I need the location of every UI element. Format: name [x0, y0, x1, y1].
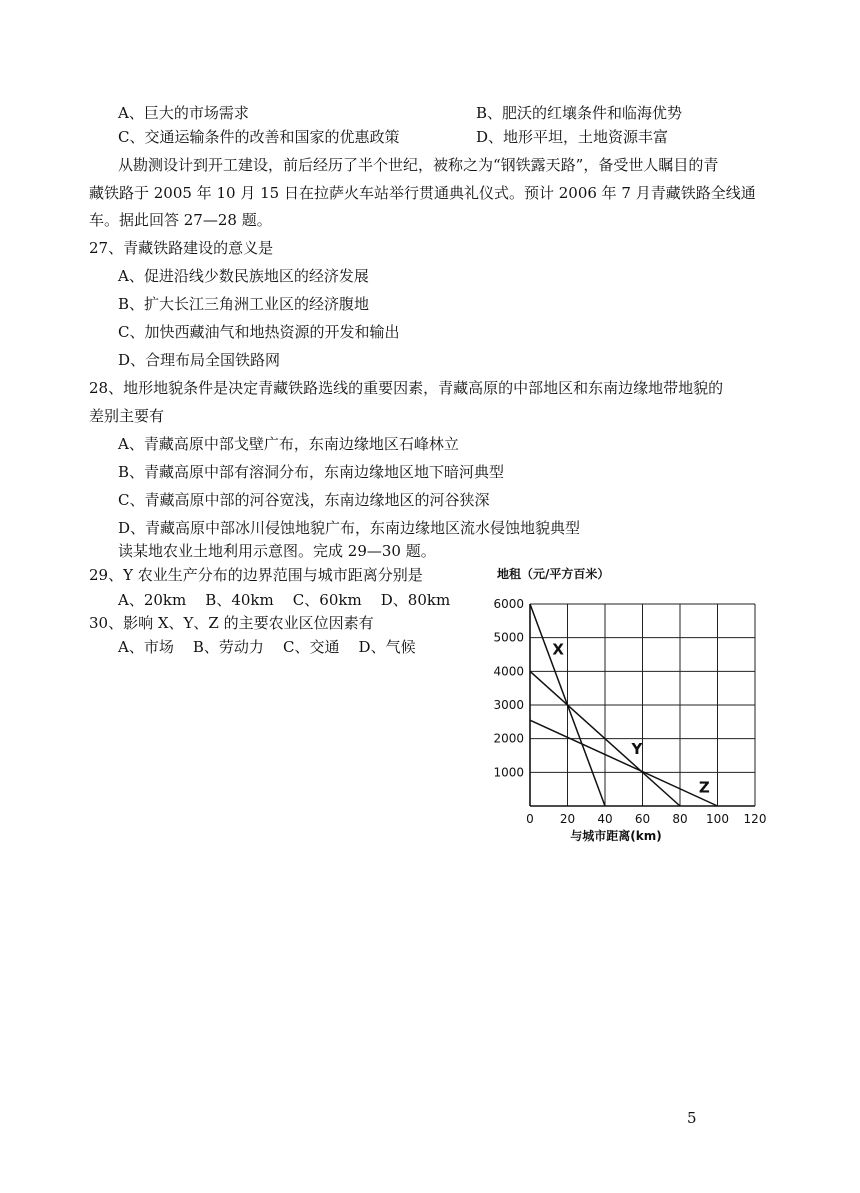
- q27-option-a: A、促进沿线少数民族地区的经济发展: [118, 267, 369, 285]
- q29-stem: 29、Y 农业生产分布的边界范围与城市距离分别是: [89, 566, 423, 584]
- x-axis-label: 与城市距离(km): [570, 829, 662, 843]
- q30-stem: 30、影响 X、Y、Z 的主要农业区位因素有: [89, 614, 374, 632]
- series-label-y: Y: [631, 739, 643, 758]
- option-b: B、肥沃的红壤条件和临海优势: [476, 104, 683, 122]
- y-tick-label: 5000: [493, 630, 524, 645]
- x-tick-label: 60: [634, 812, 651, 826]
- q27-option-b: B、扩大长江三角洲工业区的经济腹地: [118, 295, 370, 313]
- series-label-x: X: [552, 640, 564, 659]
- intro-29-30: 读某地农业土地利用示意图。完成 29—30 题。: [118, 542, 436, 560]
- series-label-z: Z: [698, 778, 710, 797]
- x-tick-label: 100: [706, 812, 729, 826]
- y-tick-label: 2000: [493, 731, 524, 746]
- x-tick-label: 120: [743, 812, 767, 826]
- passage-line-2: 藏铁路于 2005 年 10 月 15 日在拉萨火车站举行贯通典礼仪式。预计 2006 年 7 月青藏铁路全线通: [89, 184, 756, 202]
- q28-option-a: A、青藏高原中部戈壁广布，东南边缘地区石峰林立: [118, 435, 459, 453]
- q28-stem-line-1: 28、地形地貌条件是决定青藏铁路选线的重要因素，青藏高原的中部地区和东南边缘地带地貌的: [89, 379, 724, 397]
- page-number: 5: [687, 1109, 697, 1127]
- y-tick-label: 6000: [493, 597, 524, 611]
- q28-option-b: B、青藏高原中部有溶洞分布，东南边缘地区地下暗河典型: [118, 463, 505, 481]
- option-c: C、交通运输条件的改善和国家的优惠政策: [118, 128, 400, 146]
- chart-grid: [530, 604, 755, 806]
- q28-option-d: D、青藏高原中部冰川侵蚀地貌广布，东南边缘地区流水侵蚀地貌典型: [118, 519, 581, 537]
- series-line-z: [530, 720, 718, 806]
- option-a: A、巨大的市场需求: [118, 104, 249, 122]
- q28-option-c: C、青藏高原中部的河谷宽浅，东南边缘地区的河谷狭深: [118, 491, 490, 509]
- land-rent-chart: [480, 558, 780, 850]
- q29-options: A、20km B、40km C、60km D、80km: [118, 591, 451, 609]
- x-tick-label: 20: [559, 812, 576, 826]
- passage-line-3: 车。据此回答 27—28 题。: [89, 211, 272, 229]
- option-d: D、地形平坦，土地资源丰富: [476, 128, 669, 146]
- q30-options: A、市场 B、劳动力 C、交通 D、气候: [118, 638, 416, 656]
- x-tick-label: 80: [672, 812, 688, 826]
- x-tick-label: 0: [526, 812, 534, 826]
- y-tick-label: 4000: [493, 664, 524, 679]
- x-tick-label: 40: [597, 812, 613, 826]
- q27-option-c: C、加快西藏油气和地热资源的开发和输出: [118, 323, 400, 341]
- chart-ticks: [493, 597, 766, 826]
- passage-line-1: 从勘测设计到开工建设，前后经历了半个世纪，被称之为“钢铁露天路”，备受世人瞩目的青: [118, 156, 719, 174]
- y-tick-label: 1000: [493, 765, 524, 780]
- y-axis-label: 地租（元/平方百米）: [497, 567, 610, 581]
- chart-series-labels: [552, 641, 710, 797]
- y-tick-label: 3000: [493, 698, 524, 712]
- q27-stem: 27、青藏铁路建设的意义是: [89, 239, 274, 257]
- q28-stem-line-2: 差别主要有: [89, 407, 165, 425]
- q27-option-d: D、合理布局全国铁路网: [118, 351, 281, 369]
